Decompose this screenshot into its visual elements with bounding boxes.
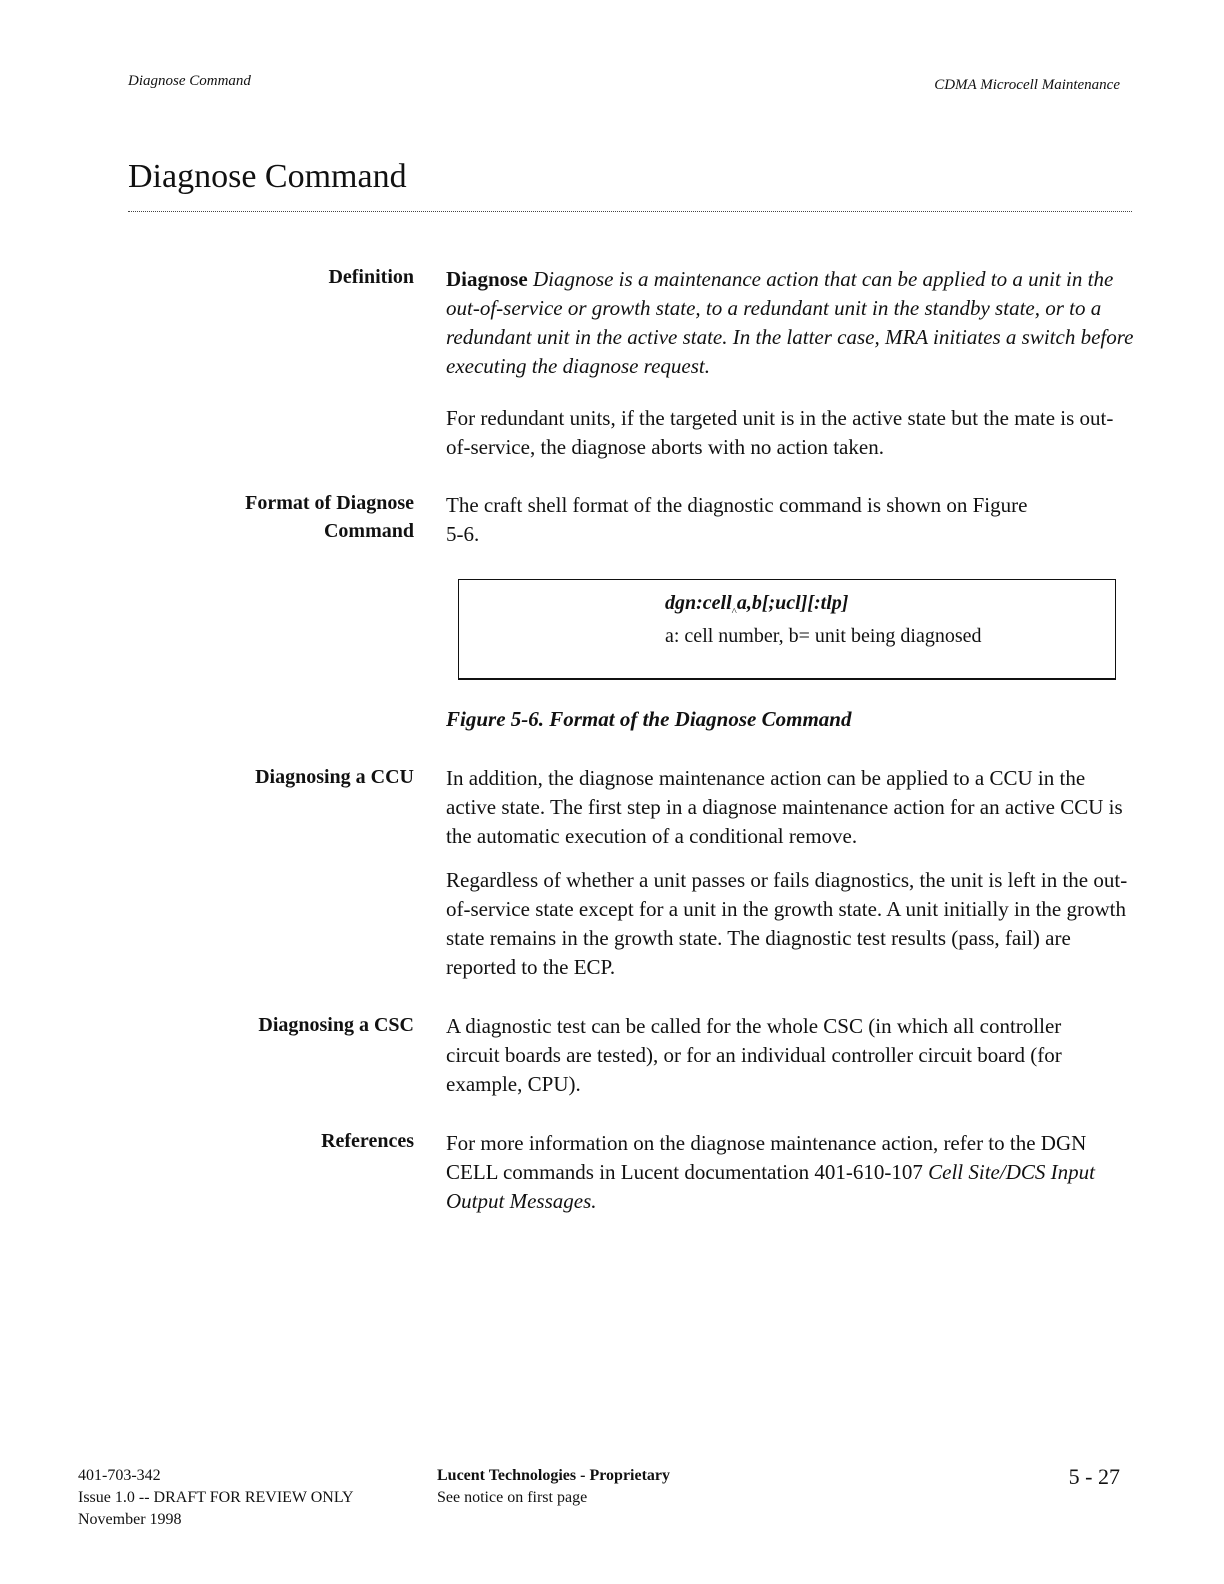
title-rule — [128, 211, 1132, 212]
page-title: Diagnose Command — [128, 158, 407, 195]
ccu-paragraph-1: In addition, the diagnose maintenance action can be applied to a CCU in the active state. The first step in a diagnose maintenance action for an active CCU is the automatic execution of a conditional remove. — [446, 766, 1123, 848]
ccu-paragraph-2: Regardless of whether a unit passes or fails diagnostics, the unit is left in the out-of-service state except for a unit in the growth state. A unit initially in the growth state remains in the growth state. The diagnostic test results (pass, fail) are reported to the ECP. — [446, 868, 1128, 979]
definition-term: Diagnose — [446, 267, 528, 291]
command-syntax — [665, 592, 848, 618]
footer-notice: See notice on first page — [437, 1489, 588, 1506]
command-description: a: cell number, b= unit being diagnosed — [665, 625, 982, 647]
section-label-format — [154, 489, 414, 545]
section-label-references: References — [321, 1130, 414, 1152]
footer-issue: Issue 1.0 -- DRAFT FOR REVIEW ONLY — [78, 1489, 354, 1506]
command-caret: ^ — [731, 606, 737, 618]
section-label-format-line2: Command — [323, 520, 414, 542]
footer-date: November 1998 — [78, 1511, 182, 1528]
references-text: For more information on the diagnose maintenance action, refer to the DGN CELL commands in Lucent documentation 401-610-107 — [446, 1131, 1087, 1184]
format-text: The craft shell format of the diagnostic command is shown on Figure 5-6. — [446, 493, 1028, 546]
footer-company: Lucent Technologies - Proprietary — [437, 1467, 671, 1484]
section-label-csc: Diagnosing a CSC — [258, 1014, 414, 1036]
section-label-definition: Definition — [328, 266, 414, 288]
references-paragraph — [446, 1129, 1126, 1216]
running-header-right: CDMA Microcell Maintenance — [934, 77, 1120, 93]
footer-middle — [437, 1465, 670, 1509]
footer-left — [78, 1465, 354, 1531]
references-title: Cell Site/DCS Input Output Messages. — [446, 1160, 1095, 1213]
command-syntax-post: a,b[;ucl][:tlp] — [736, 592, 849, 614]
page-number: 5 - 27 — [1068, 1464, 1120, 1489]
footer-doc-number: 401-703-342 — [78, 1467, 161, 1484]
definition-paragraph-2: For redundant units, if the targeted unit is in the active state but the mate is out-of-service, the diagnose aborts with no action taken. — [446, 406, 1114, 459]
definition-text: Diagnose is a maintenance action that can be applied to a unit in the out-of-service or growth state, to a redundant unit in the standby state, or to a redundant unit in the active state. In the latter case, MRA initiates a switch before executing the diagnose request. — [446, 267, 1134, 378]
csc-paragraph: A diagnostic test can be called for the whole CSC (in which all controller circuit boards are tested), or for an individual controller circuit board (for example, CPU). — [446, 1014, 1062, 1096]
section-label-ccu: Diagnosing a CCU — [255, 766, 414, 788]
section-label-format-line1: Format of Diagnose — [245, 492, 414, 514]
command-box — [458, 579, 1116, 680]
running-header-left: Diagnose Command — [128, 73, 251, 89]
figure-caption: Figure 5-6. Format of the Diagnose Command — [446, 707, 852, 731]
definition-paragraph — [446, 265, 1136, 381]
command-syntax-pre: dgn:cell — [665, 592, 732, 614]
